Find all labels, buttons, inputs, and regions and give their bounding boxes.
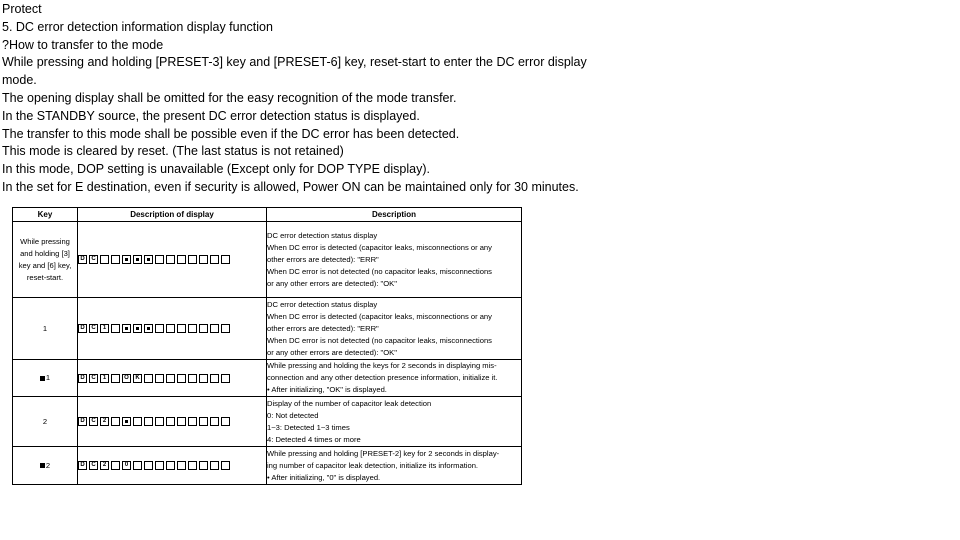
display-char: K bbox=[133, 374, 142, 383]
segment-display bbox=[78, 255, 266, 264]
display-cell bbox=[78, 222, 267, 298]
display-cell bbox=[78, 447, 267, 485]
segment-display bbox=[78, 417, 266, 426]
display-char bbox=[188, 374, 197, 383]
description-line: DC error detection status display bbox=[267, 230, 378, 240]
display-char bbox=[144, 324, 153, 333]
display-char bbox=[188, 417, 197, 426]
display-char: 0 bbox=[122, 461, 131, 470]
description-cell bbox=[267, 447, 522, 485]
description-line: While pressing and holding the keys for 2 seconds in displaying mis- bbox=[267, 361, 497, 370]
table-row bbox=[13, 298, 522, 360]
key-label: 1 bbox=[42, 323, 48, 333]
display-char bbox=[155, 255, 164, 264]
description-line: or any other errors are detected): "OK" bbox=[267, 278, 397, 288]
description-line: • After initializing, "OK" is displayed. bbox=[267, 385, 387, 394]
description-line: connection and any other detection presence information, initialize it. bbox=[267, 373, 498, 382]
key-label: 1 bbox=[45, 373, 51, 382]
description-line: 1~3: Detected 1~3 times bbox=[267, 422, 350, 432]
display-char bbox=[210, 374, 219, 383]
table-header-row bbox=[13, 208, 522, 222]
description-line: When DC error is not detected (no capacitor leaks, misconnections bbox=[267, 335, 492, 345]
display-char bbox=[111, 417, 120, 426]
display-char bbox=[210, 461, 219, 470]
display-char bbox=[100, 255, 109, 264]
display-char bbox=[188, 324, 197, 333]
display-char bbox=[199, 374, 208, 383]
display-char bbox=[177, 461, 186, 470]
key-text bbox=[13, 272, 77, 284]
display-char bbox=[122, 255, 131, 264]
display-char bbox=[199, 417, 208, 426]
display-char: 1 bbox=[100, 324, 109, 333]
display-cell bbox=[78, 360, 267, 397]
display-char: C bbox=[89, 417, 98, 426]
key-text bbox=[13, 460, 77, 472]
display-char bbox=[155, 461, 164, 470]
display-char bbox=[188, 255, 197, 264]
display-char bbox=[199, 324, 208, 333]
description-line: other errors are detected): "ERR" bbox=[267, 254, 379, 264]
key-text bbox=[13, 260, 77, 272]
table-row bbox=[13, 360, 522, 397]
display-char bbox=[177, 255, 186, 264]
text-line: The opening display shall be omitted for the easy recognition of the mode transfer. bbox=[2, 90, 457, 105]
display-char bbox=[221, 324, 230, 333]
key-text bbox=[13, 248, 77, 260]
display-char: 2 bbox=[100, 417, 109, 426]
display-char bbox=[199, 255, 208, 264]
display-cell bbox=[78, 298, 267, 360]
display-char: D bbox=[78, 255, 87, 264]
key-cell bbox=[13, 222, 78, 298]
segment-display bbox=[78, 324, 266, 333]
display-char bbox=[133, 461, 142, 470]
description-line: 4: Detected 4 times or more bbox=[267, 434, 361, 444]
description-line: DC error detection status display bbox=[267, 299, 378, 309]
display-char bbox=[122, 417, 131, 426]
display-char bbox=[210, 417, 219, 426]
text-line: ?How to transfer to the mode bbox=[2, 37, 164, 52]
display-char bbox=[166, 417, 175, 426]
description-line: Display of the number of capacitor leak detection bbox=[267, 398, 432, 408]
display-char: D bbox=[78, 461, 87, 470]
display-char bbox=[144, 461, 153, 470]
text-line: In the set for E destination, even if security is allowed, Power ON can be maintained only for 30 minutes. bbox=[2, 179, 579, 194]
key-label: 2 bbox=[42, 416, 48, 426]
display-char bbox=[122, 324, 131, 333]
display-char bbox=[155, 374, 164, 383]
display-char bbox=[221, 417, 230, 426]
description-line: • After initializing, "0" is displayed. bbox=[267, 472, 381, 482]
key-cell bbox=[13, 397, 78, 447]
description-line: ing number of capacitor leak detection, initialize its information. bbox=[267, 460, 479, 470]
display-char bbox=[221, 374, 230, 383]
display-char bbox=[177, 374, 186, 383]
key-label: and holding [3] bbox=[20, 248, 70, 258]
display-char bbox=[166, 324, 175, 333]
description-cell bbox=[267, 397, 522, 447]
display-char bbox=[111, 374, 120, 383]
dc-error-table bbox=[12, 207, 522, 485]
display-char bbox=[177, 324, 186, 333]
display-char: 1 bbox=[100, 374, 109, 383]
display-char bbox=[111, 461, 120, 470]
display-char bbox=[166, 374, 175, 383]
display-char bbox=[155, 324, 164, 333]
display-char bbox=[133, 417, 142, 426]
text-line: The transfer to this mode shall be possible even if the DC error has been detected. bbox=[2, 126, 460, 141]
display-char bbox=[188, 461, 197, 470]
display-char bbox=[177, 417, 186, 426]
display-char bbox=[144, 255, 153, 264]
display-char bbox=[155, 417, 164, 426]
text-line: In this mode, DOP setting is unavailable (Except only for DOP TYPE display). bbox=[2, 162, 430, 177]
description-cell bbox=[267, 360, 522, 397]
key-cell bbox=[13, 360, 78, 397]
text-line: 5. DC error detection information display function bbox=[2, 19, 273, 34]
key-text bbox=[13, 323, 77, 335]
key-label: key and [6] key, bbox=[18, 260, 72, 270]
display-char bbox=[210, 324, 219, 333]
square-mark-icon bbox=[40, 463, 45, 468]
header-display: Description of display bbox=[78, 208, 267, 222]
segment-display bbox=[78, 374, 266, 383]
description-line: When DC error is not detected (no capacitor leaks, misconnections bbox=[267, 266, 492, 276]
display-char: C bbox=[89, 255, 98, 264]
key-text bbox=[13, 416, 77, 428]
display-char bbox=[144, 417, 153, 426]
key-cell bbox=[13, 447, 78, 485]
display-char bbox=[166, 461, 175, 470]
display-char: C bbox=[89, 461, 98, 470]
display-char bbox=[221, 461, 230, 470]
table-row bbox=[13, 222, 522, 298]
display-char bbox=[111, 255, 120, 264]
description-line: 0: Not detected bbox=[267, 410, 319, 420]
key-text bbox=[13, 372, 77, 384]
text-line: Protect bbox=[2, 2, 42, 16]
segment-display bbox=[78, 461, 266, 470]
display-char bbox=[199, 461, 208, 470]
display-char bbox=[221, 255, 230, 264]
table-row bbox=[13, 397, 522, 447]
key-label: 2 bbox=[45, 460, 51, 470]
display-char bbox=[133, 324, 142, 333]
text-line: mode. bbox=[2, 73, 37, 88]
key-text bbox=[13, 236, 77, 248]
display-char: C bbox=[89, 324, 98, 333]
display-char bbox=[111, 324, 120, 333]
header-description: Description bbox=[267, 208, 522, 222]
display-char: D bbox=[78, 417, 87, 426]
display-char: D bbox=[78, 324, 87, 333]
display-char: 2 bbox=[100, 461, 109, 470]
description-cell bbox=[267, 222, 522, 298]
display-char: D bbox=[78, 374, 87, 383]
key-label: reset-start. bbox=[26, 272, 64, 282]
display-char bbox=[144, 374, 153, 383]
square-mark-icon bbox=[40, 376, 45, 381]
display-char: C bbox=[89, 374, 98, 383]
key-cell bbox=[13, 298, 78, 360]
description-cell bbox=[267, 298, 522, 360]
display-char bbox=[166, 255, 175, 264]
table-row bbox=[13, 447, 522, 485]
key-label: While pressing bbox=[20, 236, 70, 246]
description-line: When DC error is detected (capacitor leaks, misconnections or any bbox=[267, 311, 492, 321]
description-line: or any other errors are detected): "OK" bbox=[267, 347, 397, 357]
description-line: While pressing and holding [PRESET-2] key for 2 seconds in display- bbox=[267, 448, 500, 458]
description-line: When DC error is detected (capacitor leaks, misconnections or any bbox=[267, 242, 492, 252]
display-char bbox=[210, 255, 219, 264]
display-cell bbox=[78, 397, 267, 447]
header-key: Key bbox=[13, 208, 78, 222]
document-text bbox=[2, 1, 952, 197]
description-line: other errors are detected): "ERR" bbox=[267, 323, 379, 333]
text-line: This mode is cleared by reset. (The last status is not retained) bbox=[2, 144, 344, 159]
text-line: While pressing and holding [PRESET-3] key and [PRESET-6] key, reset-start to enter the DC error display bbox=[2, 55, 587, 70]
display-char bbox=[133, 255, 142, 264]
display-char: O bbox=[122, 374, 131, 383]
text-line: In the STANDBY source, the present DC error detection status is displayed. bbox=[2, 108, 420, 123]
